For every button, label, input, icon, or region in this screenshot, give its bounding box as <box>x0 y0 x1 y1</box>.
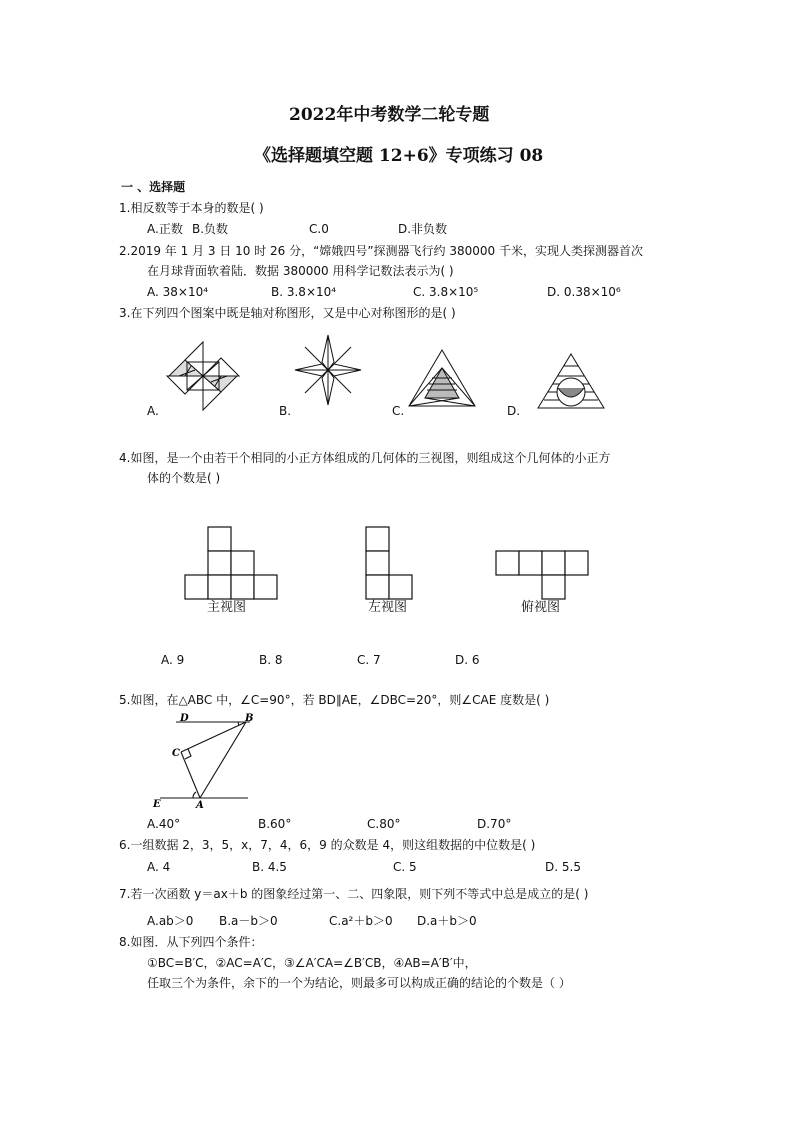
q5-stem: 5.如图，在△ABC 中，∠C=90°，若 BD∥AE，∠DBC=20°，则∠CAE 度数是( ) <box>119 693 550 707</box>
q5-option-d: D.70° <box>477 817 512 831</box>
q6-stem: 6.一组数据 2，3，5，x，7，4，6，9 的众数是 4，则这组数据的中位数是( ) <box>119 838 536 852</box>
q4-front-view <box>184 526 280 600</box>
q4-option-d: D. 6 <box>455 653 480 667</box>
q4-left-view-label: 左视图 <box>368 600 408 615</box>
q4-line2: 体的个数是( ) <box>147 471 221 485</box>
page-subtitle: 《选择题填空题 12+6》专项练习 08 <box>254 146 544 166</box>
q8-line3: 任取三个为条件，余下的一个为结论，则最多可以构成正确的结论的个数是（ ） <box>147 976 571 990</box>
q4-line1: 4.如图，是一个由若干个相同的小正方体组成的几何体的三视图，则组成这个几何体的小正方 <box>119 451 611 465</box>
q5-figure <box>148 710 252 810</box>
q6-option-a: A. 4 <box>147 860 171 874</box>
q2-option-a: A. 38×10⁴ <box>147 285 209 299</box>
q4-left-view <box>365 526 415 600</box>
q7-option-c: C.a²＋b＞0 <box>329 914 393 928</box>
q5-label-d: D <box>180 713 189 724</box>
q2-option-b: B. 3.8×10⁴ <box>271 285 337 299</box>
page-title: 2022年中考数学二轮专题 <box>289 105 490 125</box>
q1-stem: 1.相反数等于本身的数是( ) <box>119 201 264 215</box>
q3-stem: 3.在下列四个图案中既是轴对称图形，又是中心对称图形的是( ) <box>119 306 456 320</box>
q7-option-b: B.a－b＞0 <box>219 914 278 928</box>
q3-figure-c <box>407 348 477 408</box>
q3-figure-a <box>165 340 241 412</box>
q4-top-view-label: 俯视图 <box>521 600 561 615</box>
q2-option-c: C. 3.8×10⁵ <box>413 285 479 299</box>
q5-label-a: A <box>196 800 204 811</box>
q6-option-c: C. 5 <box>393 860 417 874</box>
q1-option-c: C.0 <box>309 222 329 236</box>
q5-option-b: B.60° <box>258 817 292 831</box>
q1-option-b: B.负数 <box>192 222 229 236</box>
q3-figure-b <box>293 333 363 407</box>
q4-top-view <box>495 550 591 600</box>
q3-option-a: A. <box>147 404 159 418</box>
q2-line1: 2.2019 年 1 月 3 日 10 时 26 分，“嫦娥四号”探测器飞行约 380000 千米，实现人类探测器首次 <box>119 244 644 258</box>
q1-option-d: D.非负数 <box>398 222 448 236</box>
q7-stem: 7.若一次函数 y＝ax＋b 的图象经过第一、二、四象限，则下列不等式中总是成立的是( ) <box>119 887 589 901</box>
q5-label-e: E <box>153 799 161 810</box>
q2-option-d: D. 0.38×10⁶ <box>547 285 621 299</box>
q7-option-d: D.a＋b＞0 <box>417 914 477 928</box>
q4-option-a: A. 9 <box>161 653 185 667</box>
q6-option-d: D. 5.5 <box>545 860 581 874</box>
q8-line2: ①BC=B′C，②AC=A′C，③∠A′CA=∠B′CB，④AB=A′B′中， <box>147 956 477 970</box>
q2-line2: 在月球背面软着陆．数据 380000 用科学记数法表示为( ) <box>147 264 454 278</box>
q4-option-b: B. 8 <box>259 653 283 667</box>
q3-option-c: C. <box>392 404 405 418</box>
q8-line1: 8.如图．从下列四个条件： <box>119 935 263 949</box>
q5-option-a: A.40° <box>147 817 181 831</box>
q7-option-a: A.ab＞0 <box>147 914 194 928</box>
q5-label-c: C <box>172 748 180 759</box>
q4-front-view-label: 主视图 <box>207 600 247 615</box>
section-heading: 一 、选择题 <box>121 180 186 194</box>
q4-option-c: C. 7 <box>357 653 381 667</box>
q3-option-b: B. <box>279 404 292 418</box>
q5-label-b: B <box>245 713 254 724</box>
q3-figure-d <box>536 352 606 410</box>
q5-option-c: C.80° <box>367 817 401 831</box>
q6-option-b: B. 4.5 <box>252 860 287 874</box>
q3-option-d: D. <box>507 404 521 418</box>
q1-option-a: A.正数 <box>147 222 183 236</box>
